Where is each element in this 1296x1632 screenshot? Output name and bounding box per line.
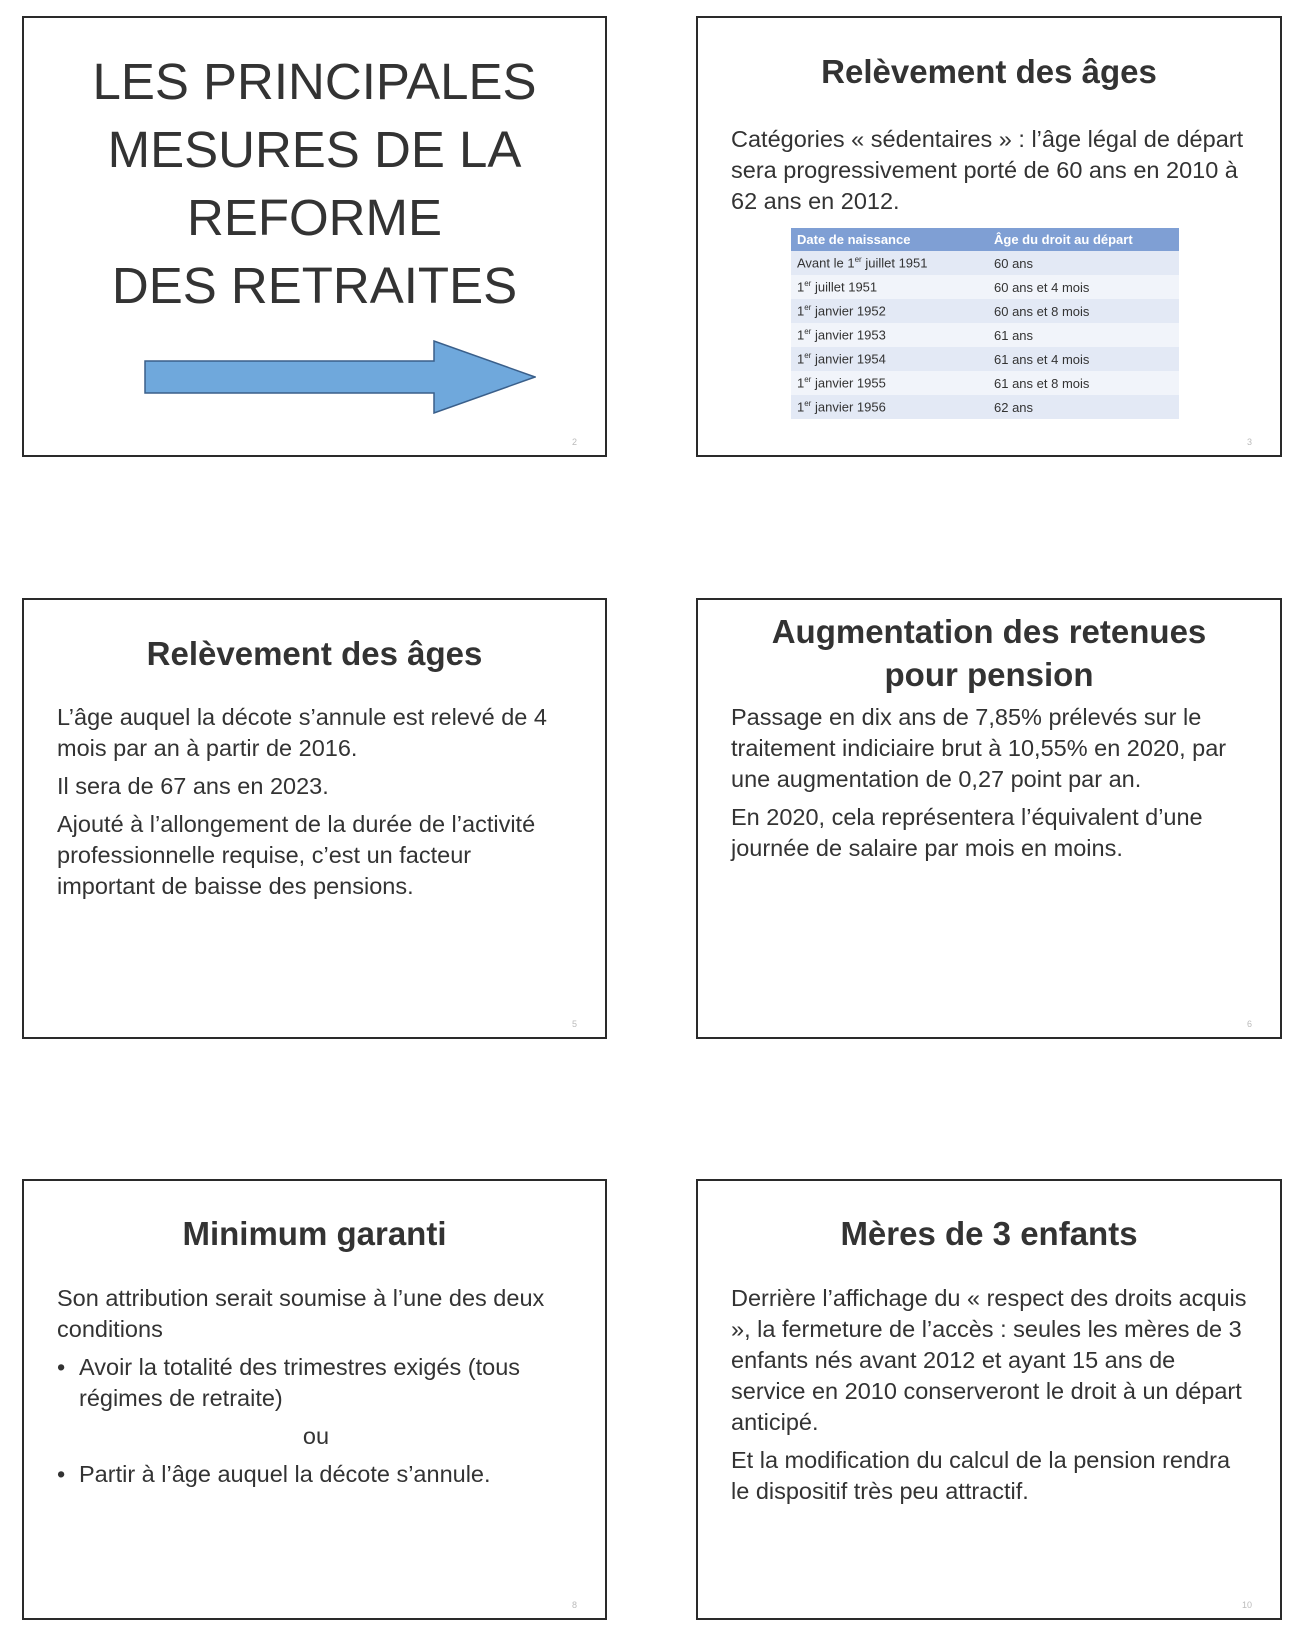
bullet-icon: • (57, 1461, 66, 1487)
page-number: 2 (571, 437, 577, 447)
slide-augmentation-retenues (696, 598, 1282, 1039)
table-cell: 61 ans et 8 mois (988, 371, 1179, 395)
slide-releve-ages-table (696, 16, 1282, 457)
bullet-text: Partir à l’âge auquel la décote s’annule. (79, 1461, 491, 1487)
table-row (791, 299, 1179, 323)
slide-title: Relèvement des âges (146, 635, 483, 672)
intro-text: Son attribution serait soumise à l’une des deux conditions (57, 1285, 545, 1342)
table-cell: 60 ans et 8 mois (988, 299, 1179, 323)
page-number: 5 (571, 1019, 577, 1029)
age-table (791, 228, 1179, 419)
table-cell: 60 ans (988, 251, 1179, 275)
table-row (791, 395, 1179, 419)
cover-title (24, 48, 605, 320)
table-cell: 61 ans et 4 mois (988, 347, 1179, 371)
page-number: 6 (1246, 1019, 1252, 1029)
cover-title-line: LES PRINCIPALES (92, 53, 537, 110)
bullet-icon: • (57, 1354, 66, 1380)
separator-text: ou (302, 1423, 330, 1449)
table-row (791, 347, 1179, 371)
table-cell: 1er janvier 1952 (791, 299, 988, 323)
paragraph: En 2020, cela représentera l’équivalent d’une journée de salaire par mois en moins. (731, 804, 1203, 861)
paragraph: L’âge auquel la décote s’annule est relevé de 4 mois par an à partir de 2016. (57, 704, 547, 761)
slide-title: Mères de 3 enfants (840, 1215, 1138, 1252)
table-row (791, 371, 1179, 395)
slide-releve-ages-decote (22, 598, 607, 1039)
page-number: 8 (571, 1600, 577, 1610)
cover-title-line: MESURES DE LA (107, 121, 522, 178)
table-header: Âge du droit au départ (988, 228, 1179, 251)
table-row (791, 275, 1179, 299)
slide-title (698, 610, 1280, 696)
table-cell: 62 ans (988, 395, 1179, 419)
table-cell: Avant le 1er juillet 1951 (791, 251, 988, 275)
table-cell: 61 ans (988, 323, 1179, 347)
slide-body (731, 124, 1250, 224)
cover-title-line: DES RETRAITES (111, 257, 518, 314)
slide-title: Relèvement des âges (821, 53, 1157, 90)
slide-minimum-garanti (22, 1179, 607, 1620)
slide-body (57, 702, 575, 909)
slide-title: Minimum garanti (182, 1215, 447, 1252)
page-number: 3 (1246, 437, 1252, 447)
table-cell: 1er juillet 1951 (791, 275, 988, 299)
paragraph: Passage en dix ans de 7,85% prélevés sur le traitement indiciaire brut à 10,55% en 2020, par une augmentation de 0,27 point par an. (731, 704, 1227, 792)
table-header: Date de naissance (791, 228, 988, 251)
table-row (791, 251, 1179, 275)
slide-title-line: Augmentation des retenues (771, 613, 1207, 650)
table-cell: 1er janvier 1954 (791, 347, 988, 371)
paragraph: Et la modification du calcul de la pension rendra le dispositif très peu attractif. (731, 1447, 1231, 1504)
table-cell: 1er janvier 1955 (791, 371, 988, 395)
cover-title-line: REFORME (187, 189, 442, 246)
table-cell: 60 ans et 4 mois (988, 275, 1179, 299)
table-cell: 1er janvier 1953 (791, 323, 988, 347)
table-cell: 1er janvier 1956 (791, 395, 988, 419)
slide-body (731, 1283, 1250, 1514)
paragraph (57, 1283, 575, 1345)
slide-body (57, 1283, 575, 1497)
bullet-item (57, 1352, 575, 1414)
bullet-item (57, 1459, 575, 1490)
slide-title-line: pour pension (884, 656, 1094, 693)
bullet-text: Avoir la totalité des trimestres exigés (tous régimes de retraite) (79, 1354, 521, 1411)
slide-body (731, 702, 1250, 871)
table-row (791, 323, 1179, 347)
slide-title-cover (22, 16, 607, 457)
arrow-right-icon (144, 340, 536, 414)
paragraph: Catégories « sédentaires » : l’âge légal de départ sera progressivement porté de 60 ans en 2010 à 62 ans en 2012. (731, 126, 1244, 214)
paragraph: Ajouté à l’allongement de la durée de l’activité professionnelle requise, c’est un facteur important de baisse des pensions. (57, 811, 536, 899)
paragraph: Il sera de 67 ans en 2023. (57, 773, 329, 799)
slide-meres-3-enfants (696, 1179, 1282, 1620)
paragraph: Derrière l’affichage du « respect des droits acquis », la fermeture de l’accès : seules les mères de 3 enfants nés avant 2012 et ayant 15 ans de service en 2010 conserveront le droit à un départ anticipé. (731, 1285, 1247, 1435)
page-number: 10 (1241, 1600, 1252, 1610)
